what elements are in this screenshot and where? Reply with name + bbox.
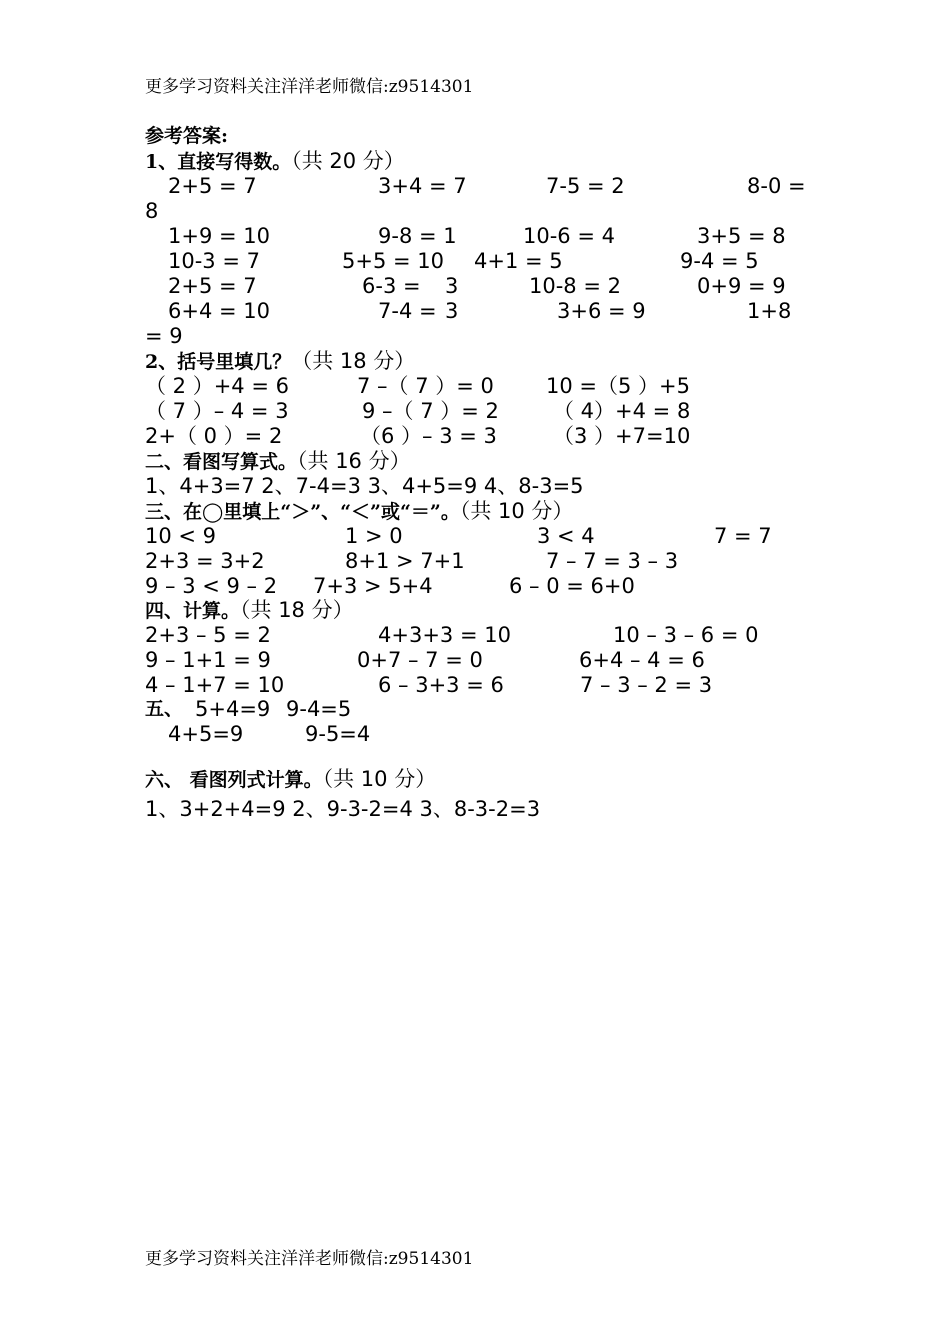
section-1-title: 1、直接写得数。	[145, 151, 292, 173]
s1-item: 6-3 =	[362, 274, 421, 298]
s1-item: 3	[445, 274, 459, 298]
s2-item: 10 =（5 ）+5	[546, 374, 690, 398]
s6-item: 5+4=9	[195, 697, 271, 721]
section-7-score: （共 10 分）	[322, 767, 437, 791]
s1-item-wrap: = 9	[145, 324, 183, 348]
answer-title: 参考答案:	[145, 125, 229, 147]
s5-item: 4+3+3 = 10	[378, 623, 511, 647]
s1-item: 1+9 = 10	[168, 224, 270, 248]
s5-item: 7 – 3 – 2 = 3	[580, 673, 713, 697]
s5-item: 2+3 – 5 = 2	[145, 623, 271, 647]
s2-item: 2+（ 0 ）= 2	[145, 424, 283, 448]
section-2-heading	[145, 349, 415, 374]
s6-item: 9-5=4	[305, 722, 371, 746]
s4-item: 6 – 0 = 6+0	[509, 574, 635, 598]
section-3-heading	[145, 449, 411, 474]
s6-item: 9-4=5	[286, 697, 352, 721]
s1-item: 2+5 = 7	[168, 174, 257, 198]
s4-item: 3 < 4	[537, 524, 595, 548]
s1-item: 1+8	[747, 299, 792, 323]
section-3-score: （共 16 分）	[297, 449, 411, 473]
s1-item: 6+4 = 10	[168, 299, 270, 323]
s1-item: 3	[445, 299, 459, 323]
s1-item: 3+5 = 8	[697, 224, 786, 248]
s1-item: 4+1 = 5	[474, 249, 563, 273]
s1-item: 5+5 = 10	[342, 249, 444, 273]
s4-item: 7 – 7 = 3 – 3	[546, 549, 679, 573]
s1-item: 10-3 = 7	[168, 249, 260, 273]
s4-item: 7+3 > 5+4	[313, 574, 433, 598]
s1-item: 7-5 = 2	[546, 174, 625, 198]
s5-item: 4 – 1+7 = 10	[145, 673, 285, 697]
section-6-title: 五、	[145, 698, 184, 720]
s5-item: 0+7 – 7 = 0	[357, 648, 483, 672]
page-footer: 更多学习资料关注洋洋老师微信:z9514301	[145, 1249, 474, 1269]
s5-item: 10 – 3 – 6 = 0	[613, 623, 759, 647]
s1-item-wrap: 8	[145, 199, 159, 223]
s1-item: 10-8 = 2	[529, 274, 621, 298]
s1-item: 10-6 = 4	[523, 224, 615, 248]
section-1-score: （共 20 分）	[291, 149, 405, 173]
s2-item: （ 2 ）+4 = 6	[145, 374, 289, 398]
section-4-heading	[145, 499, 573, 524]
s1-item: 2+5 = 7	[168, 274, 257, 298]
section-3-title: 二、看图写算式。	[145, 451, 298, 473]
section-5-heading	[145, 598, 354, 623]
s2-item: 9 –（ 7 ）= 2	[362, 399, 499, 423]
page-header: 更多学习资料关注洋洋老师微信:z9514301	[145, 77, 474, 97]
section-4-score: （共 10 分）	[459, 499, 574, 523]
s1-item: 9-8 = 1	[378, 224, 457, 248]
s2-item: （6 ）– 3 = 3	[360, 424, 497, 448]
s6-item: 4+5=9	[168, 722, 244, 746]
section-7-heading	[145, 767, 436, 792]
section-5-title: 四、计算。	[145, 600, 241, 622]
s4-item: 9 – 3 < 9 – 2	[145, 574, 278, 598]
s2-item: （3 ）+7=10	[553, 424, 691, 448]
s5-item: 6+4 – 4 = 6	[579, 648, 705, 672]
section-4-title: 三、在◯里填上“＞”、“＜”或“＝”。	[145, 501, 460, 523]
s4-item: 10 < 9	[145, 524, 217, 548]
section-2-score: （共 18 分）	[291, 349, 416, 373]
s1-item: 3+6 = 9	[557, 299, 646, 323]
s4-item: 1 > 0	[345, 524, 403, 548]
s1-item: 3+4 = 7	[378, 174, 467, 198]
s3-answers: 1、4+3=7 2、7-4=3 3、4+5=9 4、8-3=5	[145, 474, 584, 498]
s4-item: 2+3 = 3+2	[145, 549, 265, 573]
section-2-title: 2、括号里填几？	[145, 351, 292, 373]
s4-item: 8+1 > 7+1	[345, 549, 465, 573]
section-1-heading	[145, 149, 405, 174]
section-7-title: 六、 看图列式计算。	[145, 769, 323, 791]
s4-item: 7 = 7	[714, 524, 772, 548]
s5-item: 6 – 3+3 = 6	[378, 673, 504, 697]
s5-item: 9 – 1+1 = 9	[145, 648, 271, 672]
s2-item: （ 4）+4 = 8	[553, 399, 691, 423]
s2-item: （ 7 ）– 4 = 3	[145, 399, 289, 423]
section-5-score: （共 18 分）	[240, 598, 354, 622]
s7-answers: 1、3+2+4=9 2、9-3-2=4 3、8-3-2=3	[145, 797, 541, 821]
s1-item: 0+9 = 9	[697, 274, 786, 298]
s1-item: 9-4 = 5	[680, 249, 759, 273]
s1-item: 8-0 =	[747, 174, 806, 198]
s2-item: 7 –（ 7 ）= 0	[357, 374, 494, 398]
s1-item: 7-4 =	[378, 299, 437, 323]
